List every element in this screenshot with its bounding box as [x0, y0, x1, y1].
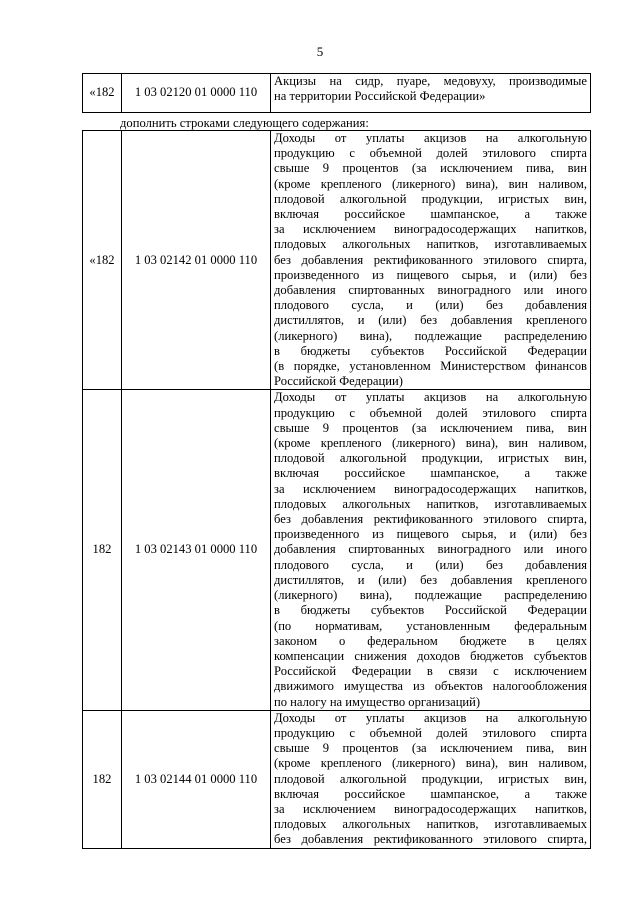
description-line: продукцию с объемной долей этилового спирта	[274, 405, 587, 420]
description-line: плодовых алкогольных напитков, изготавливаемых	[274, 237, 587, 252]
code-table-top	[82, 73, 591, 113]
admin-code-cell: 182	[83, 710, 122, 848]
description-line: включая российское шампанское, а также	[274, 786, 587, 801]
code-table-inserted	[82, 130, 591, 849]
budget-code-cell: 1 03 02142 01 0000 110	[122, 131, 271, 390]
description-line: по налогу на имущество организаций)	[274, 694, 481, 709]
description-line: свыше 9 процентов (за исключением пива, вин	[274, 741, 587, 756]
description-line: плодовой алкогольной продукции, игристых вин,	[274, 191, 587, 206]
description-line: продукцию с объемной долей этилового спирта	[274, 725, 587, 740]
description-line: Российской Федерации в связи с исключением	[274, 664, 587, 679]
description-cell	[271, 74, 591, 113]
description-line: плодовой алкогольной продукции, игристых вин,	[274, 451, 587, 466]
description-line: включая российское шампанское, а также	[274, 207, 587, 222]
table-row	[83, 390, 591, 710]
table-row	[83, 131, 591, 390]
description-line: Акцизы на сидр, пуаре, медовуху, производимые	[274, 74, 587, 88]
description-cell	[271, 390, 591, 710]
description-line: за исключением виноградосодержащих напитков,	[274, 222, 587, 237]
description-line: плодового сусла, и (или) без добавления	[274, 557, 587, 572]
description-line: дистиллятов, и (или) без добавления крепленого	[274, 572, 587, 587]
budget-code-cell: 1 03 02120 01 0000 110	[122, 74, 271, 113]
description-cell	[271, 710, 591, 848]
description-cell	[271, 131, 591, 390]
description-line: (кроме крепленого (ликерного) вина), вин наливом,	[274, 176, 587, 191]
description-line: произведенного из пищевого сырья, и (или) без	[274, 267, 587, 282]
description-line: без добавления ректификованного этилового спирта,	[274, 252, 587, 267]
insert-note: дополнить строками следующего содержания:	[120, 116, 369, 130]
description-line: произведенного из пищевого сырья, и (или) без	[274, 527, 587, 542]
description-line: законом о федеральном бюджете в целях	[274, 633, 587, 648]
admin-code-cell: «182	[83, 131, 122, 390]
description-line: плодового сусла, и (или) без добавления	[274, 298, 587, 313]
description-line: (ликерного) вина), подлежащие распределению	[274, 328, 587, 343]
description-line: компенсации снижения доходов бюджетов субъектов	[274, 648, 587, 663]
description-line: Доходы от уплаты акцизов на алкогольную	[274, 131, 587, 145]
description-line: за исключением виноградосодержащих напитков,	[274, 481, 587, 496]
description-line: продукцию с объемной долей этилового спирта	[274, 146, 587, 161]
description-line: свыше 9 процентов (за исключением пива, вин	[274, 161, 587, 176]
description-line: дистиллятов, и (или) без добавления крепленого	[274, 313, 587, 328]
description-line: плодовых алкогольных напитков, изготавливаемых	[274, 496, 587, 511]
description-line: плодовой алкогольной продукции, игристых вин,	[274, 771, 587, 786]
table-row	[83, 74, 591, 113]
description-line: (кроме крепленого (ликерного) вина), вин наливом,	[274, 436, 587, 451]
description-line: Доходы от уплаты акцизов на алкогольную	[274, 390, 587, 405]
description-line: свыше 9 процентов (за исключением пива, вин	[274, 420, 587, 435]
description-line: без добавления ректификованного этилового спирта,	[274, 832, 587, 847]
description-line: в бюджеты субъектов Российской Федерации	[274, 343, 587, 358]
description-line: добавления спиртованных виноградного или иного	[274, 283, 587, 298]
description-line: без добавления ректификованного этилового спирта,	[274, 512, 587, 527]
description-line: Доходы от уплаты акцизов на алкогольную	[274, 710, 587, 725]
description-line: на территории Российской Федерации»	[274, 89, 486, 104]
budget-code-cell: 1 03 02144 01 0000 110	[122, 710, 271, 848]
description-line: движимого имущества из объектов налогообложения	[274, 679, 587, 694]
description-line: (в порядке, установленном Министерством финансов	[274, 359, 587, 374]
admin-code-cell: 182	[83, 390, 122, 710]
description-line: (по нормативам, установленным федеральным	[274, 618, 587, 633]
description-line: (ликерного) вина), подлежащие распределению	[274, 588, 587, 603]
description-line: добавления спиртованных виноградного или иного	[274, 542, 587, 557]
description-line: плодовых алкогольных напитков, изготавливаемых	[274, 817, 587, 832]
page-number: 5	[316, 44, 324, 59]
description-line: за исключением виноградосодержащих напитков,	[274, 801, 587, 816]
description-line: (кроме крепленого (ликерного) вина), вин наливом,	[274, 756, 587, 771]
description-line: Российской Федерации)	[274, 374, 403, 389]
budget-code-cell: 1 03 02143 01 0000 110	[122, 390, 271, 710]
table-body	[83, 131, 591, 849]
description-line: включая российское шампанское, а также	[274, 466, 587, 481]
admin-code-cell: «182	[83, 74, 122, 113]
table-row	[83, 710, 591, 848]
description-line: в бюджеты субъектов Российской Федерации	[274, 603, 587, 618]
